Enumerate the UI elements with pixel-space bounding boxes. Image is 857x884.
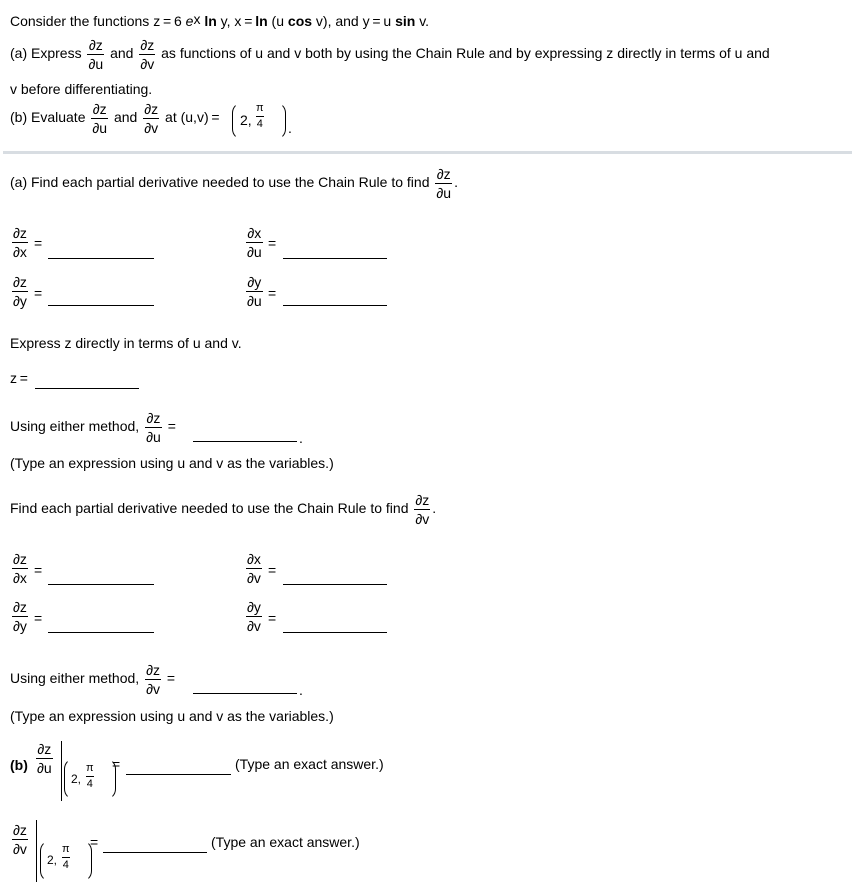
equals-sign: = <box>268 562 277 578</box>
exact-answer-hint: (Type an exact answer.) <box>235 756 384 772</box>
period: . <box>288 120 292 136</box>
frac-dz-dv: $\frac{\partial z}{\partial v}$ <box>140 37 155 72</box>
dz-du-eval-answer[interactable] <box>126 774 231 775</box>
frac-dy-dv: $\frac{\partial y}{\partial v}$ <box>247 599 261 634</box>
period: . <box>299 430 303 446</box>
point-u: 2, <box>47 853 58 867</box>
dz-dy-answer-u[interactable] <box>48 305 154 306</box>
problem-part-a: (a) Express $\frac{\partial z}{\partial u}$ and $\frac{\partial z}{\partial v}$ as functions of u and v both by using the Chain Rule and by expressing z directly in terms of u and <box>10 37 770 72</box>
frac-dz-dv: $\frac{\partial z}{\partial v}$ <box>13 822 27 857</box>
dz-dv-answer[interactable] <box>193 693 297 694</box>
equals-sign: = <box>268 285 277 301</box>
frac-dz-dv: $\frac{\partial z}{\partial v}$ <box>144 101 159 136</box>
equals-sign: = <box>268 235 277 251</box>
dz-dx-answer-u[interactable] <box>48 258 154 259</box>
problem-part-a-line2: v before differentiating. <box>10 81 153 97</box>
dz-du-answer[interactable] <box>193 441 297 442</box>
section-divider <box>3 151 852 154</box>
frac-pi-4: $\frac{\pi}{4}$ <box>86 762 94 790</box>
equals-sign: = <box>34 235 43 251</box>
equals-sign: = <box>90 834 99 850</box>
frac-dz-du: $\frac{\partial z}{\partial u}$ <box>37 741 52 776</box>
equals-sign: = <box>34 562 43 578</box>
dy-du-answer[interactable] <box>283 305 387 306</box>
frac-pi-4: $\frac{\pi}{4}$ <box>62 843 70 871</box>
equals-sign: = <box>268 610 277 626</box>
frac-dz-dy: $\frac{\partial z}{\partial y}$ <box>13 274 27 309</box>
dy-dv-answer[interactable] <box>283 632 387 633</box>
z-answer[interactable] <box>35 388 139 389</box>
dz-dv-eval-answer[interactable] <box>103 852 207 853</box>
exp-x: x <box>193 11 201 27</box>
equals-sign: = <box>112 756 121 772</box>
find-dv-instruction: Find each partial derivative needed to use the Chain Rule to find $\frac{\partial z}{\partial v}$ . <box>10 492 437 527</box>
frac-dy-du: $\frac{\partial y}{\partial u}$ <box>247 274 262 309</box>
problem-line-1: Consider the functions z = 6 $e^x$ ln y, x = ln (u cos v), and y = u sin v. <box>10 11 430 29</box>
frac-pi-4: $\frac{\pi}{4}$ <box>256 102 264 130</box>
frac-dz-du: $\frac{\partial z}{\partial u}$ <box>146 410 161 445</box>
exact-answer-hint: (Type an exact answer.) <box>211 834 360 850</box>
frac-dz-dv: $\frac{\partial z}{\partial v}$ <box>415 492 430 527</box>
evaluation-bar <box>36 820 37 882</box>
equals-sign: = <box>34 285 43 301</box>
point-u: 2, <box>240 112 252 128</box>
frac-dz-du: $\frac{\partial z}{\partial u}$ <box>436 166 452 201</box>
dz-dx-answer-v[interactable] <box>48 584 154 585</box>
dx-dv-answer[interactable] <box>283 584 387 585</box>
frac-dz-dx: $\frac{\partial z}{\partial x}$ <box>13 551 27 586</box>
express-z-instruction: Express z directly in terms of u and v. <box>10 335 242 351</box>
equals-sign: = <box>34 610 43 626</box>
frac-dz-dx: $\frac{\partial z}{\partial x}$ <box>13 225 27 260</box>
find-du-instruction: (a) Find each partial derivative needed to use the Chain Rule to find $\frac{\partial z}{\partial u}$ . <box>10 166 458 201</box>
frac-dz-dy: $\frac{\partial z}{\partial y}$ <box>13 599 27 634</box>
point-u: 2, <box>71 772 82 786</box>
dz-dy-answer-v[interactable] <box>48 632 154 633</box>
part-b-label: (b) <box>10 757 28 773</box>
period: . <box>299 682 303 698</box>
using-either-dv: Using either method, $\frac{\partial z}{\partial v}$ = <box>10 662 176 697</box>
z-equals: z = <box>10 370 28 386</box>
type-expression-hint: (Type an expression using u and v as the variables.) <box>10 455 334 471</box>
evaluation-bar <box>61 741 62 801</box>
frac-dz-du: $\frac{\partial z}{\partial u}$ <box>88 37 104 72</box>
type-expression-hint: (Type an expression using u and v as the variables.) <box>10 708 334 724</box>
frac-dz-du: $\frac{\partial z}{\partial u}$ <box>92 101 108 136</box>
problem-part-b: (b) Evaluate $\frac{\partial z}{\partial u}$ and $\frac{\partial z}{\partial v}$ at (u,v) = <box>10 101 220 136</box>
frac-dx-dv: $\frac{\partial x}{\partial v}$ <box>247 551 261 586</box>
frac-dz-dv: $\frac{\partial z}{\partial v}$ <box>146 662 160 697</box>
exp-e: e <box>185 13 194 29</box>
frac-dx-du: $\frac{\partial x}{\partial u}$ <box>247 225 262 260</box>
dx-du-answer[interactable] <box>283 258 387 259</box>
using-either-du: Using either method, $\frac{\partial z}{\partial u}$ = <box>10 410 176 445</box>
